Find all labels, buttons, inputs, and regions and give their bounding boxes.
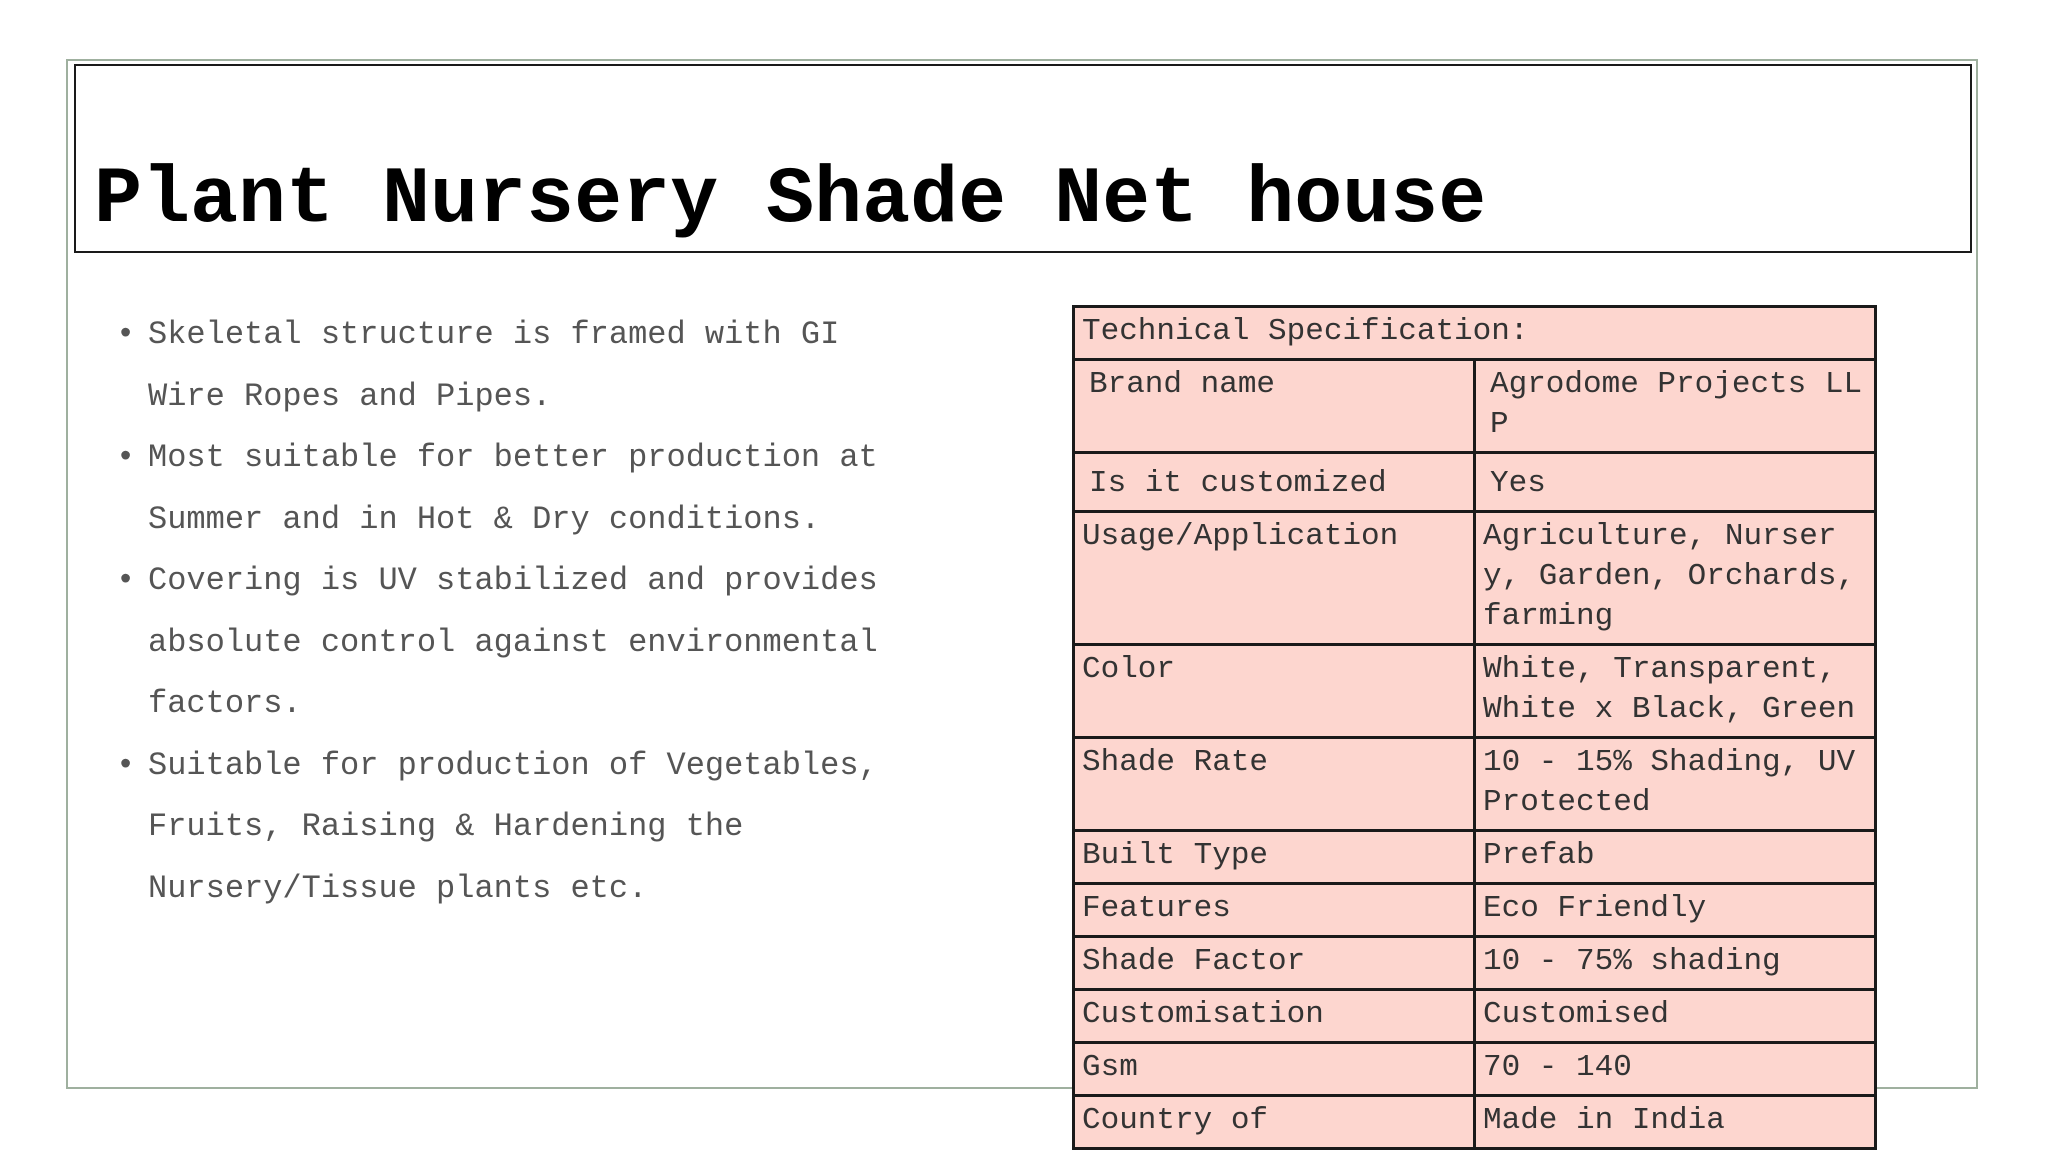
spec-value: 10 - 75% shading — [1475, 937, 1876, 990]
spec-row — [1074, 645, 1876, 738]
bullet-item: • Skeletal structure is framed with GI Wire Ropes and Pipes. — [112, 304, 912, 427]
spec-row — [1074, 453, 1876, 512]
spec-header-row — [1074, 307, 1876, 360]
spec-value: Eco Friendly — [1475, 884, 1876, 937]
spec-value: White, Transparent, White x Black, Green — [1475, 645, 1876, 738]
spec-value: Customised — [1475, 990, 1876, 1043]
spec-value: Prefab — [1475, 831, 1876, 884]
spec-label: Is it customized — [1074, 453, 1475, 512]
bullet-item: • Suitable for production of Vegetables, Fruits, Raising & Hardening the Nursery/Tissue plants etc. — [112, 735, 912, 920]
spec-value: Agriculture, Nursery, Garden, Orchards, farming — [1475, 512, 1876, 645]
spec-value: 10 - 15% Shading, UV Protected — [1475, 738, 1876, 831]
bullet-item: • Most suitable for better production at Summer and in Hot & Dry conditions. — [112, 427, 912, 550]
spec-value: Agrodome Projects LLP — [1475, 360, 1876, 453]
spec-label: Features — [1074, 884, 1475, 937]
bullet-list — [112, 304, 912, 919]
spec-row — [1074, 937, 1876, 990]
title-box — [74, 64, 1972, 253]
spec-header: Technical Specification: — [1074, 307, 1876, 360]
spec-value: Made in India — [1475, 1096, 1876, 1149]
spec-value: Yes — [1475, 453, 1876, 512]
spec-label: Built Type — [1074, 831, 1475, 884]
spec-row — [1074, 831, 1876, 884]
spec-value: 70 - 140 — [1475, 1043, 1876, 1096]
spec-label: Customisation — [1074, 990, 1475, 1043]
spec-label: Shade Rate — [1074, 738, 1475, 831]
spec-label: Gsm — [1074, 1043, 1475, 1096]
bullet-item: • Covering is UV stabilized and provides absolute control against environmental factors. — [112, 550, 912, 735]
spec-label: Shade Factor — [1074, 937, 1475, 990]
spec-row — [1074, 360, 1876, 453]
slide-title: Plant Nursery Shade Net house — [94, 155, 1487, 246]
spec-row — [1074, 1096, 1876, 1149]
spec-row — [1074, 884, 1876, 937]
spec-label: Country of — [1074, 1096, 1475, 1149]
spec-row — [1074, 738, 1876, 831]
spec-row — [1074, 990, 1876, 1043]
spec-label: Brand name — [1074, 360, 1475, 453]
spec-label: Usage/Application — [1074, 512, 1475, 645]
spec-table — [1072, 305, 1877, 1150]
spec-row — [1074, 1043, 1876, 1096]
spec-row — [1074, 512, 1876, 645]
spec-label: Color — [1074, 645, 1475, 738]
